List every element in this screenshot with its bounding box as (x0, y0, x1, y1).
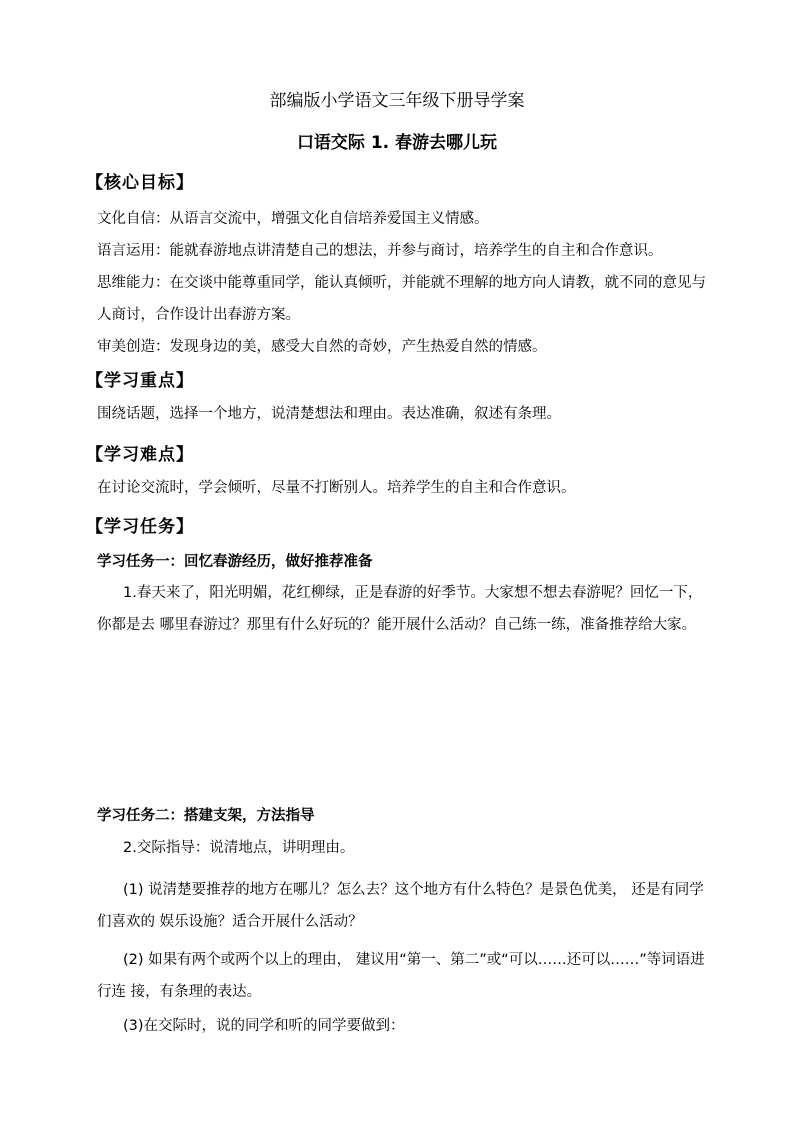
difficulties-text: 在讨论交流时，学会倾听，尽量不打断别人。培养学生的自主和合作意识。 (97, 480, 576, 496)
task2-intro: 2.交际指导：说清地点，讲明理由。 (123, 840, 355, 856)
task1-title: 学习任务一：回忆春游经历，做好推荐准备 (97, 554, 373, 570)
core-goal-line: 思维能力：在交谈中能尊重同学，能认真倾听，并能就不理解的地方向人请教，就不同的意见与人商讨，合作设计出春游方案。 (97, 275, 706, 323)
task1-text: 1.春天来了，阳光明媚，花红柳绿，正是春游的好季节。大家想不想去春游呢？回忆一下，你都是去 哪里春游过？那里有什么好玩的？能开展什么活动？自己练一练，准备推荐给大家。 (97, 585, 703, 633)
task2-item: (1) 说清楚要推荐的地方在哪儿？怎么去？这个地方有什么特色？是景色优美， 还是有同学们喜欢的 娱乐设施？适合开展什么活动？ (97, 882, 704, 930)
core-goal-line: 审美创造：发现身边的美，感受大自然的奇妙，产生热爱自然的情感。 (97, 339, 547, 355)
difficulties-heading: 【学习难点】 (86, 445, 194, 465)
core-goal-line: 语言运用：能就春游地点讲清楚自己的想法，并参与商讨，培养学生的自主和合作意识。 (97, 243, 663, 259)
core-goals-list (97, 203, 707, 363)
document-title: 部编版小学语文三年级下册导学案 (269, 91, 525, 111)
tasks-heading: 【学习任务】 (86, 517, 194, 537)
core-goals-heading: 【核心目标】 (86, 173, 194, 193)
task2-item: (2) 如果有两个或两个以上的理由， 建议用“第一、第二”或“可以……还可以……”等词语进行连 接，有条理的表达。 (97, 952, 705, 1000)
task2-item: (3)在交际时，说的同学和听的同学要做到： (123, 1018, 405, 1034)
key-points-heading: 【学习重点】 (86, 371, 194, 391)
core-goal-line: 文化自信：从语言交流中，增强文化自信培养爱国主义情感。 (97, 211, 489, 227)
key-points-text: 围绕话题，选择一个地方，说清楚想法和理由。表达准确，叙述有条理。 (97, 406, 561, 422)
lesson-subtitle: 口语交际 1. 春游去哪儿玩 (296, 133, 498, 153)
task2-title: 学习任务二：搭建支架，方法指导 (97, 808, 315, 824)
